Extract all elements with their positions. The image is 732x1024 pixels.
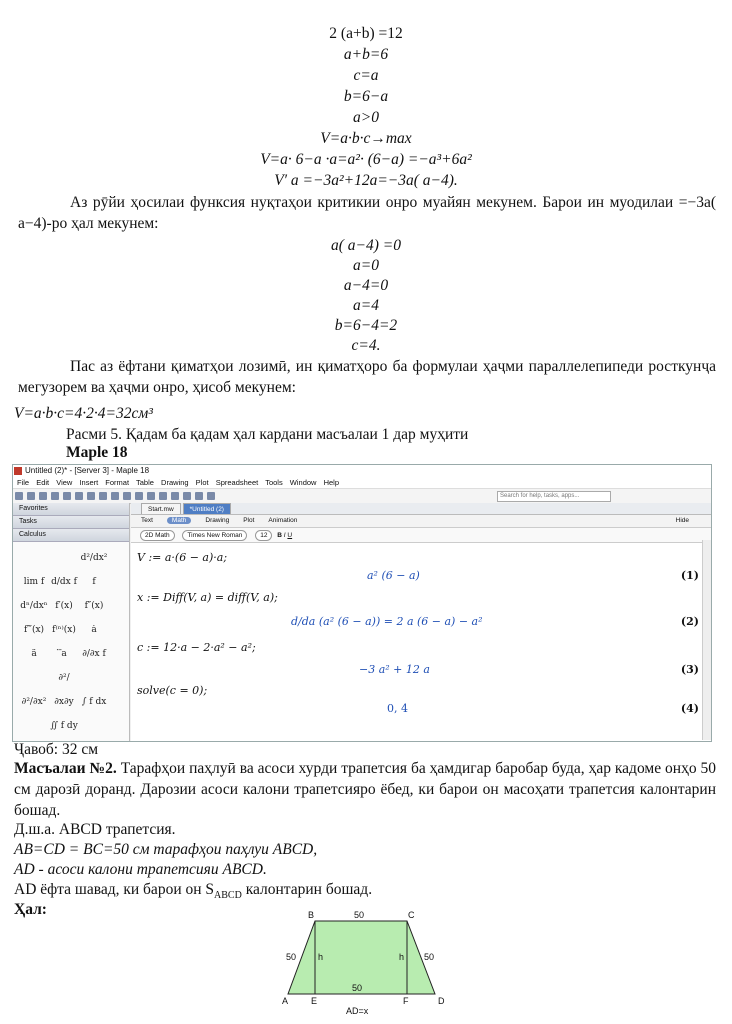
- maple-title: Untitled (2)* - [Server 3] - Maple 18: [25, 466, 150, 475]
- palette-partial[interactable]: ∂/∂x f: [82, 649, 106, 659]
- menu-spreadsheet[interactable]: Spreadsheet: [215, 478, 259, 487]
- eq-line-4: b=6−a: [343, 88, 389, 105]
- save-icon[interactable]: [39, 492, 47, 500]
- menu-format[interactable]: Format: [105, 478, 130, 487]
- italic-button[interactable]: I: [283, 532, 286, 539]
- maple-menu-bar: [13, 477, 711, 489]
- maple-output-3: −3 a² + 12 a: [359, 663, 430, 676]
- palette-calculus[interactable]: Calculus: [13, 529, 129, 542]
- palette-panel: [13, 503, 130, 741]
- execute-icon[interactable]: [147, 492, 155, 500]
- palette-partial-2[interactable]: ∂²/∂x²: [21, 697, 47, 707]
- print-icon[interactable]: [51, 492, 59, 500]
- format-bar: [131, 528, 711, 543]
- find-statement: [14, 880, 372, 905]
- worksheet-area: [131, 503, 711, 741]
- cut-icon[interactable]: [63, 492, 71, 500]
- find-text: AD ёфта шавад, ки барои он S: [14, 881, 215, 898]
- eq-line-1: 2 (a+b) =12: [329, 25, 403, 42]
- stop-icon[interactable]: [171, 492, 179, 500]
- palette-ddot[interactable]: ä: [31, 649, 37, 659]
- trapezoid-figure: [280, 908, 450, 1016]
- math-mode-select[interactable]: 2D Math: [140, 530, 175, 541]
- paste-icon[interactable]: [87, 492, 95, 500]
- maple-window: [12, 464, 712, 742]
- label-c: C: [408, 910, 415, 920]
- palette-dddot[interactable]: ⃛a: [61, 649, 67, 659]
- calculus-palette-grid: [13, 542, 129, 742]
- eq-label-2: (2): [680, 615, 699, 628]
- label-a: A: [282, 996, 289, 1006]
- solve-line-5: b=6−4=2: [334, 317, 398, 334]
- label-cd: 50: [424, 952, 435, 962]
- problem-2-heading: Масъалаи №2.: [14, 760, 117, 777]
- eq-label-4: (4): [680, 702, 699, 715]
- eq-line-2: a+b=6: [343, 46, 389, 63]
- maple-toolbar: [13, 489, 711, 504]
- mode-plot[interactable]: Plot: [243, 517, 255, 524]
- eq-line-3: c=a: [353, 67, 379, 84]
- redo-icon[interactable]: [111, 492, 119, 500]
- menu-plot[interactable]: Plot: [195, 478, 209, 487]
- solution-heading: Ҳал:: [14, 901, 47, 918]
- menu-edit[interactable]: Edit: [36, 478, 50, 487]
- mode-drawing[interactable]: Drawing: [205, 517, 230, 524]
- palette-second-derivative[interactable]: d²/dx² f: [80, 553, 108, 587]
- bold-button[interactable]: B: [277, 532, 282, 539]
- palette-double-integral[interactable]: ∬ f dy: [50, 721, 78, 731]
- solve-line-6: c=4.: [351, 337, 381, 354]
- label-e: E: [311, 996, 318, 1006]
- mode-math[interactable]: Math: [167, 517, 191, 524]
- palette-integral[interactable]: ∫ f dx: [81, 697, 107, 707]
- given-ad: AD - асоси калони трапетсияи ABCD.: [14, 861, 267, 878]
- math-icon[interactable]: [135, 492, 143, 500]
- palette-derivative[interactable]: d/dx f: [51, 577, 77, 587]
- palette-triple-prime[interactable]: f‴(x): [23, 625, 45, 635]
- hide-button[interactable]: Hide: [675, 517, 689, 524]
- palette-mixed-partial[interactable]: ∂²/∂x∂y: [54, 673, 74, 707]
- label-ef: 50: [352, 983, 363, 993]
- menu-tools[interactable]: Tools: [265, 478, 283, 487]
- eq-line-5: a>0: [353, 109, 379, 126]
- figure-caption-app: Maple 18: [66, 444, 128, 461]
- label-h-left: h: [318, 952, 324, 962]
- solve-line-3: a−4=0: [343, 277, 389, 294]
- solve-line-4: a=4: [353, 297, 379, 314]
- find-sub: ABCD: [214, 890, 242, 902]
- maple-logo-icon: [14, 467, 22, 475]
- eq-line-8: V′ a =−3a²+12a=−3a( a−4).: [274, 172, 458, 189]
- context-bar: [131, 515, 711, 528]
- home-icon[interactable]: [159, 492, 167, 500]
- maple-input-1[interactable]: V := a·(6 − a)·a;: [137, 551, 228, 564]
- paragraph-critical-points: Аз рӯйи ҳосилаи функсия нуқтаҳои критикии онро муайян мекунем. Барои ин муодилаи =−3a( a−4)-ро ҳал мекунем:: [18, 194, 716, 232]
- label-f: F: [403, 996, 409, 1006]
- worksheet-scrollbar[interactable]: [702, 540, 711, 740]
- menu-drawing[interactable]: Drawing: [161, 478, 189, 487]
- find-end: калонтарин бошад.: [241, 881, 373, 898]
- label-b: B: [308, 910, 315, 920]
- solve-line-2: a=0: [353, 257, 379, 274]
- maple-output-4: 0, 4: [387, 702, 408, 715]
- maple-output-1: a² (6 − a): [367, 569, 420, 582]
- font-select[interactable]: Times New Roman: [182, 530, 247, 541]
- menu-window[interactable]: Window: [289, 478, 317, 487]
- mode-animation[interactable]: Animation: [268, 517, 298, 524]
- maple-output-2: d/da (a² (6 − a)) = 2 a (6 − a) − a²: [291, 615, 483, 628]
- palette-prime[interactable]: f′(x): [55, 601, 73, 611]
- copy-icon[interactable]: [75, 492, 83, 500]
- menu-help[interactable]: Help: [323, 478, 340, 487]
- figure-caption: Расми 5. Қадам ба қадам ҳал кардани масъалаи 1 дар муҳити: [66, 426, 469, 443]
- underline-button[interactable]: U: [287, 532, 293, 539]
- given-sides: AB=CD = BC=50 см тарафҳои паҳлуи ABCD,: [14, 841, 318, 858]
- menu-insert[interactable]: Insert: [79, 478, 99, 487]
- problem-2-text: Тарафҳои паҳлуӣ ва асоси хурди трапетсия ба ҳамдигар баробар буда, ҳар кадоме онҳо 50 см дарозӣ доранд. Дарозии асоси калони трапетсияро ёбед, ки барои он масоҳати трапетсия калонтарин бошад.: [14, 760, 716, 819]
- maple-title-bar: [13, 465, 711, 477]
- maple-input-4[interactable]: solve(c = 0);: [137, 684, 208, 697]
- label-h-right: h: [399, 952, 405, 962]
- eq-label-3: (3): [680, 663, 699, 676]
- document-tabs: [131, 503, 711, 515]
- tab-start[interactable]: Start.mw: [141, 503, 181, 514]
- zoom-icon[interactable]: [183, 492, 191, 500]
- help-search-input[interactable]: Search for help, tasks, apps...: [497, 491, 611, 502]
- palette-nth-prime[interactable]: f⁽ⁿ⁾(x): [52, 625, 76, 635]
- palette-favorites[interactable]: Favorites: [13, 503, 129, 516]
- label-ab: 50: [286, 952, 297, 962]
- given: Д.ш.а. ABCD трапетсия.: [14, 821, 176, 838]
- zoom-in-icon[interactable]: [195, 492, 203, 500]
- volume-formula: V=a·b·c=4·2·4=32см³: [14, 405, 153, 422]
- palette-nth-derivative[interactable]: dⁿ/dxⁿ: [20, 601, 48, 611]
- menu-file[interactable]: File: [17, 478, 30, 487]
- undo-icon[interactable]: [99, 492, 107, 500]
- answer: Ҷавоб: 32 см: [14, 741, 99, 758]
- palette-dot[interactable]: ȧ: [91, 625, 97, 635]
- label-d: D: [438, 996, 445, 1006]
- eq-label-1: (1): [680, 569, 699, 582]
- solve-line-1: a( a−4) =0: [331, 237, 401, 254]
- palette-tasks[interactable]: Tasks: [13, 516, 129, 529]
- new-icon[interactable]: [15, 492, 23, 500]
- mode-text[interactable]: Text: [141, 517, 153, 524]
- menu-table[interactable]: Table: [136, 478, 154, 487]
- zoom-out-icon[interactable]: [207, 492, 215, 500]
- open-icon[interactable]: [27, 492, 35, 500]
- palette-limit[interactable]: lim f: [23, 577, 45, 587]
- palette-double-prime[interactable]: f″(x): [84, 601, 104, 611]
- eq-line-6: V=a·b·c→max: [320, 130, 412, 147]
- menu-view[interactable]: View: [56, 478, 73, 487]
- paragraph-volume: Пас аз ёфтани қиматҳои лозимӣ, ин қиматҳоро ба формулаи ҳаҷми параллелепипеди росткунҷа мегузорем ва ҳаҷми онро, ҳисоб мекунем:: [18, 358, 716, 396]
- maple-input-3[interactable]: c := 12·a − 2·a² − a²;: [137, 641, 256, 654]
- problem-2: [14, 758, 716, 821]
- maple-input-2[interactable]: x := Diff(V, a) = diff(V, a);: [137, 591, 278, 604]
- tab-untitled[interactable]: *Untitled (2): [183, 503, 231, 514]
- label-bc: 50: [354, 910, 365, 920]
- label-ad: AD=x: [346, 1006, 369, 1016]
- text-icon[interactable]: [123, 492, 131, 500]
- size-select[interactable]: 12: [255, 530, 272, 541]
- eq-line-7: V=a· 6−a ·a=a²· (6−a) =−a³+6a²: [260, 151, 472, 168]
